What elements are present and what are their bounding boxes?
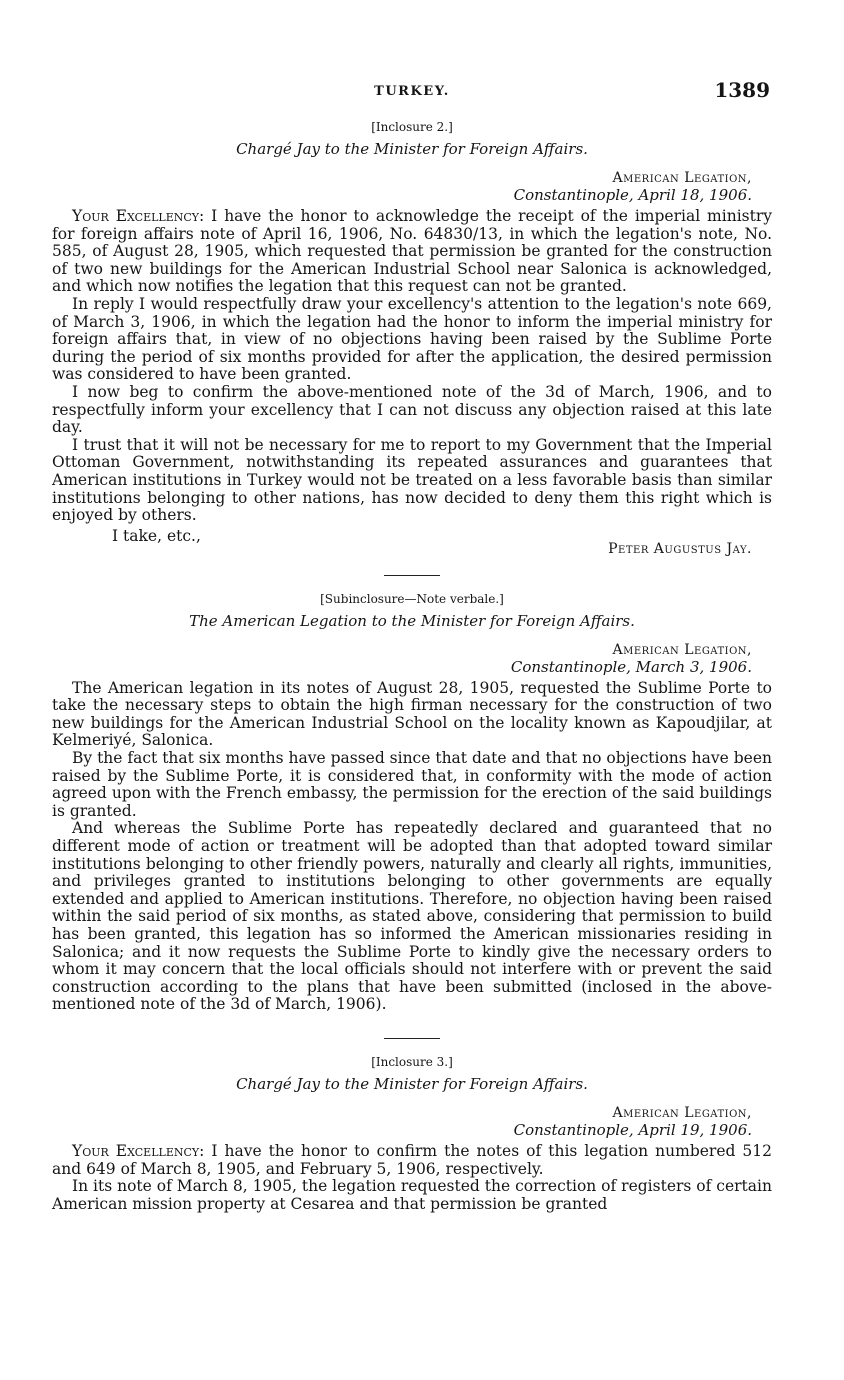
subinclosure bbox=[52, 592, 772, 1014]
running-head: TURKEY. bbox=[374, 84, 450, 99]
paragraph: The American legation in its notes of August 28, 1905, requested the Sublime Porte to take the necessary steps to obtain the high firman necessary for the construction of two new buildings for the American Industrial School on the locality known as Kapoudjilar, at Kelmeriyé, Salonica. bbox=[52, 678, 772, 750]
legation-place: American Legation, bbox=[612, 641, 752, 658]
paragraph: And whereas the Sublime Porte has repeatedly declared and guaranteed that no different mode of action or treatment will be adopted than that adopted toward similar institutions belonging to other friendly powers, naturally and clearly all rights, immunities, and privileges granted to institutions belonging to other governments are equally extended and applied to American institutions. Therefore, no objection having been raised within the said period of six months, as stated above, considering that permission to build has been granted, this legation has so informed the American missionaries residing in Salonica; and it now requests the Sublime Porte to kindly give the necessary orders to whom it may concern that the local officials should not interfere with or prevent the said construction according to the plans that have been submitted (inclosed in the above-mentioned note of the 3d of March, 1906). bbox=[52, 819, 772, 1014]
letter-date: Constantinople, March 3, 1906. bbox=[510, 657, 752, 676]
legation-place: American Legation, bbox=[612, 170, 752, 186]
document-title: Chargé Jay to the Minister for Foreign Affairs. bbox=[236, 1074, 588, 1093]
paragraph: I now beg to confirm the above-mentioned note of the 3d of March, 1906, and to respectfully inform your excellency that I can not discuss any objection raised at this late day. bbox=[52, 382, 772, 437]
paragraph: I trust that it will not be necessary for me to report to my Government that the Imperial Ottoman Government, notwithstanding its repeated assurances and guarantees that American institutions in Turkey would not be treated on a less favorable basis than similar institutions belonging to other nations, has now decided to deny them this right which is enjoyed by others. bbox=[52, 435, 772, 525]
inclosure-caption: [Inclosure 3.] bbox=[371, 1054, 453, 1069]
address-block bbox=[52, 1105, 772, 1139]
signature: Peter Augustus Jay. bbox=[608, 540, 752, 557]
paragraph: In reply I would respectfully draw your excellency's attention to the legation's note 669, of March 3, 1906, in which the legation had the honor to inform the imperial ministry for foreign affairs that, in view of no objections having been raised by the Sublime Porte during the period of six months provided for after the application, the desired permission was considered to have been granted. bbox=[52, 294, 772, 384]
page-number: 1389 bbox=[714, 78, 770, 102]
paragraph-text: I have the honor to confirm the notes of this legation numbered 512 and 649 of March 8, 1905, and February 5, 1906, respectively. bbox=[52, 1141, 772, 1178]
document-page bbox=[52, 78, 772, 1213]
letter-date: Constantinople, April 18, 1906. bbox=[513, 186, 752, 204]
inclosure-caption: [Inclosure 2.] bbox=[371, 120, 453, 134]
letter-date: Constantinople, April 19, 1906. bbox=[513, 1120, 752, 1139]
paragraph: In its note of March 8, 1905, the legation requested the correction of registers of certain American mission property at Cesarea and that permission be granted bbox=[52, 1177, 772, 1213]
document-title: The American Legation to the Minister for Foreign Affairs. bbox=[189, 611, 635, 630]
inclosure-2 bbox=[52, 120, 772, 557]
section-divider bbox=[384, 575, 440, 576]
inclosure-caption: [Subinclosure—Note verbale.] bbox=[320, 591, 504, 606]
address-block bbox=[52, 642, 772, 676]
salutation: Your Excellency: bbox=[72, 1141, 205, 1160]
inclosure-3 bbox=[52, 1055, 772, 1213]
paragraph bbox=[52, 208, 772, 296]
paragraph bbox=[52, 1143, 772, 1178]
salutation: Your Excellency: bbox=[72, 207, 205, 225]
legation-place: American Legation, bbox=[612, 1104, 752, 1121]
paragraph-text: I have the honor to acknowledge the receipt of the imperial ministry for foreign affairs note of April 16, 1906, No. 64830/13, in which the legation's note, No. 585, of August 28, 1905, which requested that permission be granted for the construction of two new buildings for the American Industrial School near Salonica is acknowledged, and which now notifies the legation that this request can not be granted. bbox=[52, 207, 772, 296]
address-block bbox=[52, 170, 772, 204]
paragraph: By the fact that six months have passed since that date and that no objections have been raised by the Sublime Porte, it is considered that, in conformity with the mode of action agreed upon with the French embassy, the permission for the erection of the said buildings is granted. bbox=[52, 749, 772, 820]
page-header bbox=[52, 78, 772, 110]
document-title: Chargé Jay to the Minister for Foreign Affairs. bbox=[236, 140, 588, 158]
closing: I take, etc., bbox=[112, 526, 201, 545]
section-divider bbox=[384, 1038, 440, 1039]
